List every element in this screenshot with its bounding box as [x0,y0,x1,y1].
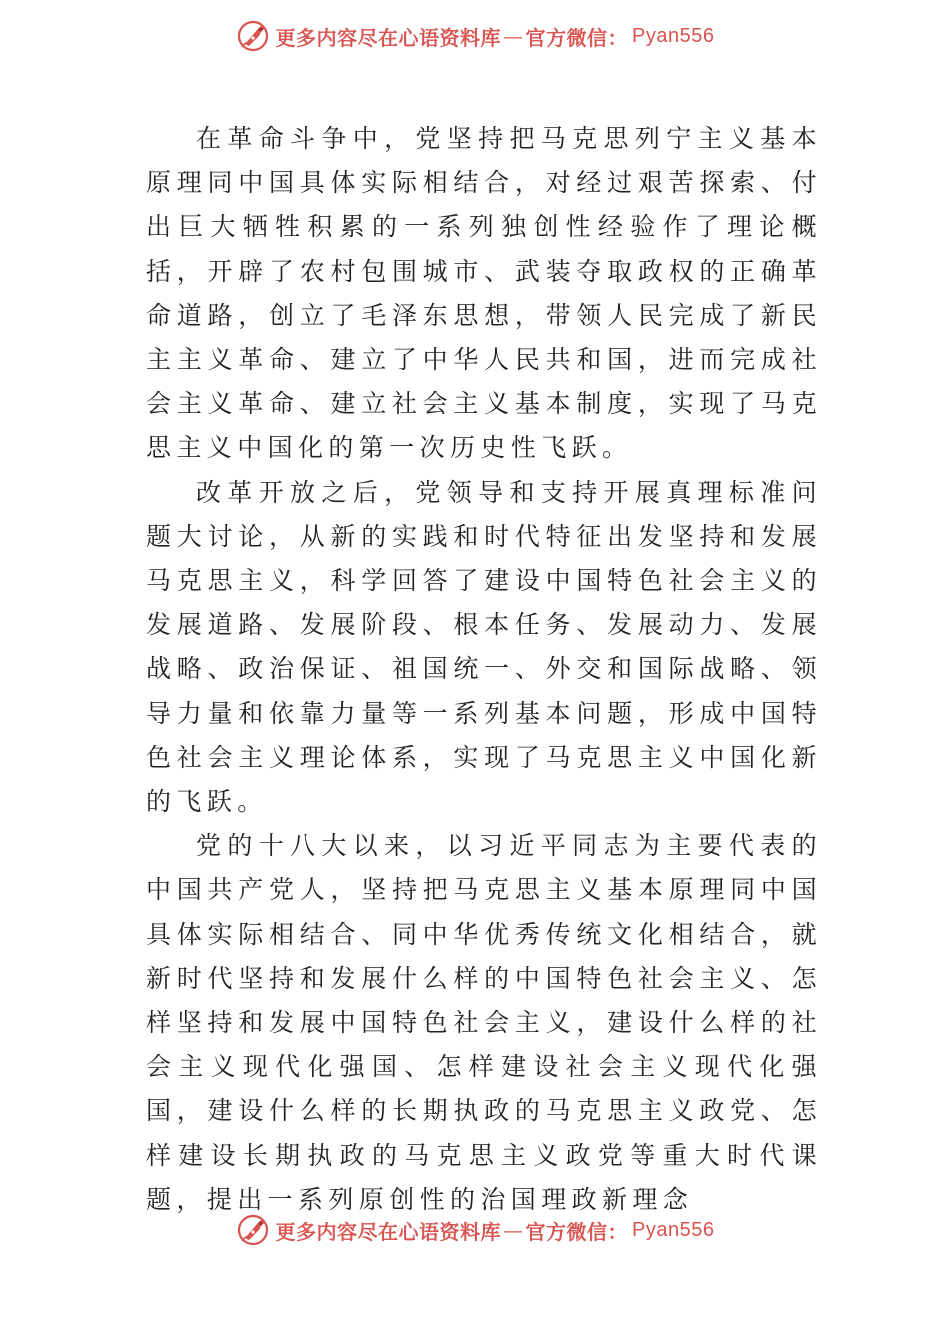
paragraph-reform: 改革开放之后，党领导和支持开展真理标准问题大讨论，从新的实践和时代特征出发坚持和发展马克思主义，科学回答了建设中国特色社会主义的发展道路、发展阶段、根本任务、发展动力、发展战略、政治保证、祖国统一、外交和国际战略、领导力量和依靠力量等一系列基本问题，形成中国特色社会主义理论体系，实现了马克思主义中国化新的飞跃。 [146,477,822,817]
footer-banner-separator: — [503,1218,524,1242]
pen-nib-logo-icon [236,19,270,53]
pen-nib-logo-icon [236,1213,270,1247]
header-wechat-id: Pyan556 [632,24,715,47]
footer-banner [0,1208,950,1252]
footer-wechat-label: 官方微信： [525,1219,629,1244]
header-banner [0,14,950,58]
header-banner-separator: — [503,24,524,48]
document-body [146,117,822,1222]
footer-wechat-id: Pyan556 [632,1218,715,1241]
paragraph-new-era: 党的十八大以来，以习近平同志为主要代表的中国共产党人，坚持把马克思主义基本原理同中国具体实际相结合、同中华优秀传统文化相结合，就新时代坚持和发展什么样的中国特色社会主义、怎样坚持和发展中国特色社会主义，建设什么样的社会主义现代化强国、怎样建设社会主义现代化强国，建设什么样的长期执政的马克思主义政党、怎样建设长期执政的马克思主义政党等重大时代课题，提出一系列原创性的治国理政新理念 [146,831,822,1214]
header-wechat-label: 官方微信： [525,25,629,50]
footer-banner-title: 更多内容尽在心语资料库 [275,1219,502,1244]
header-banner-text [276,22,715,51]
header-banner-title: 更多内容尽在心语资料库 [275,25,502,50]
footer-banner-text [276,1216,715,1245]
paragraph-revolution: 在革命斗争中，党坚持把马克思列宁主义基本原理同中国具体实际相结合，对经过艰苦探索、付出巨大牺牲积累的一系列独创性经验作了理论概括，开辟了农村包围城市、武装夺取政权的正确革命道路，创立了毛泽东思想，带领人民完成了新民主主义革命、建立了中华人民共和国，进而完成社会主义革命、建立社会主义基本制度，实现了马克思主义中国化的第一次历史性飞跃。 [146,124,822,463]
